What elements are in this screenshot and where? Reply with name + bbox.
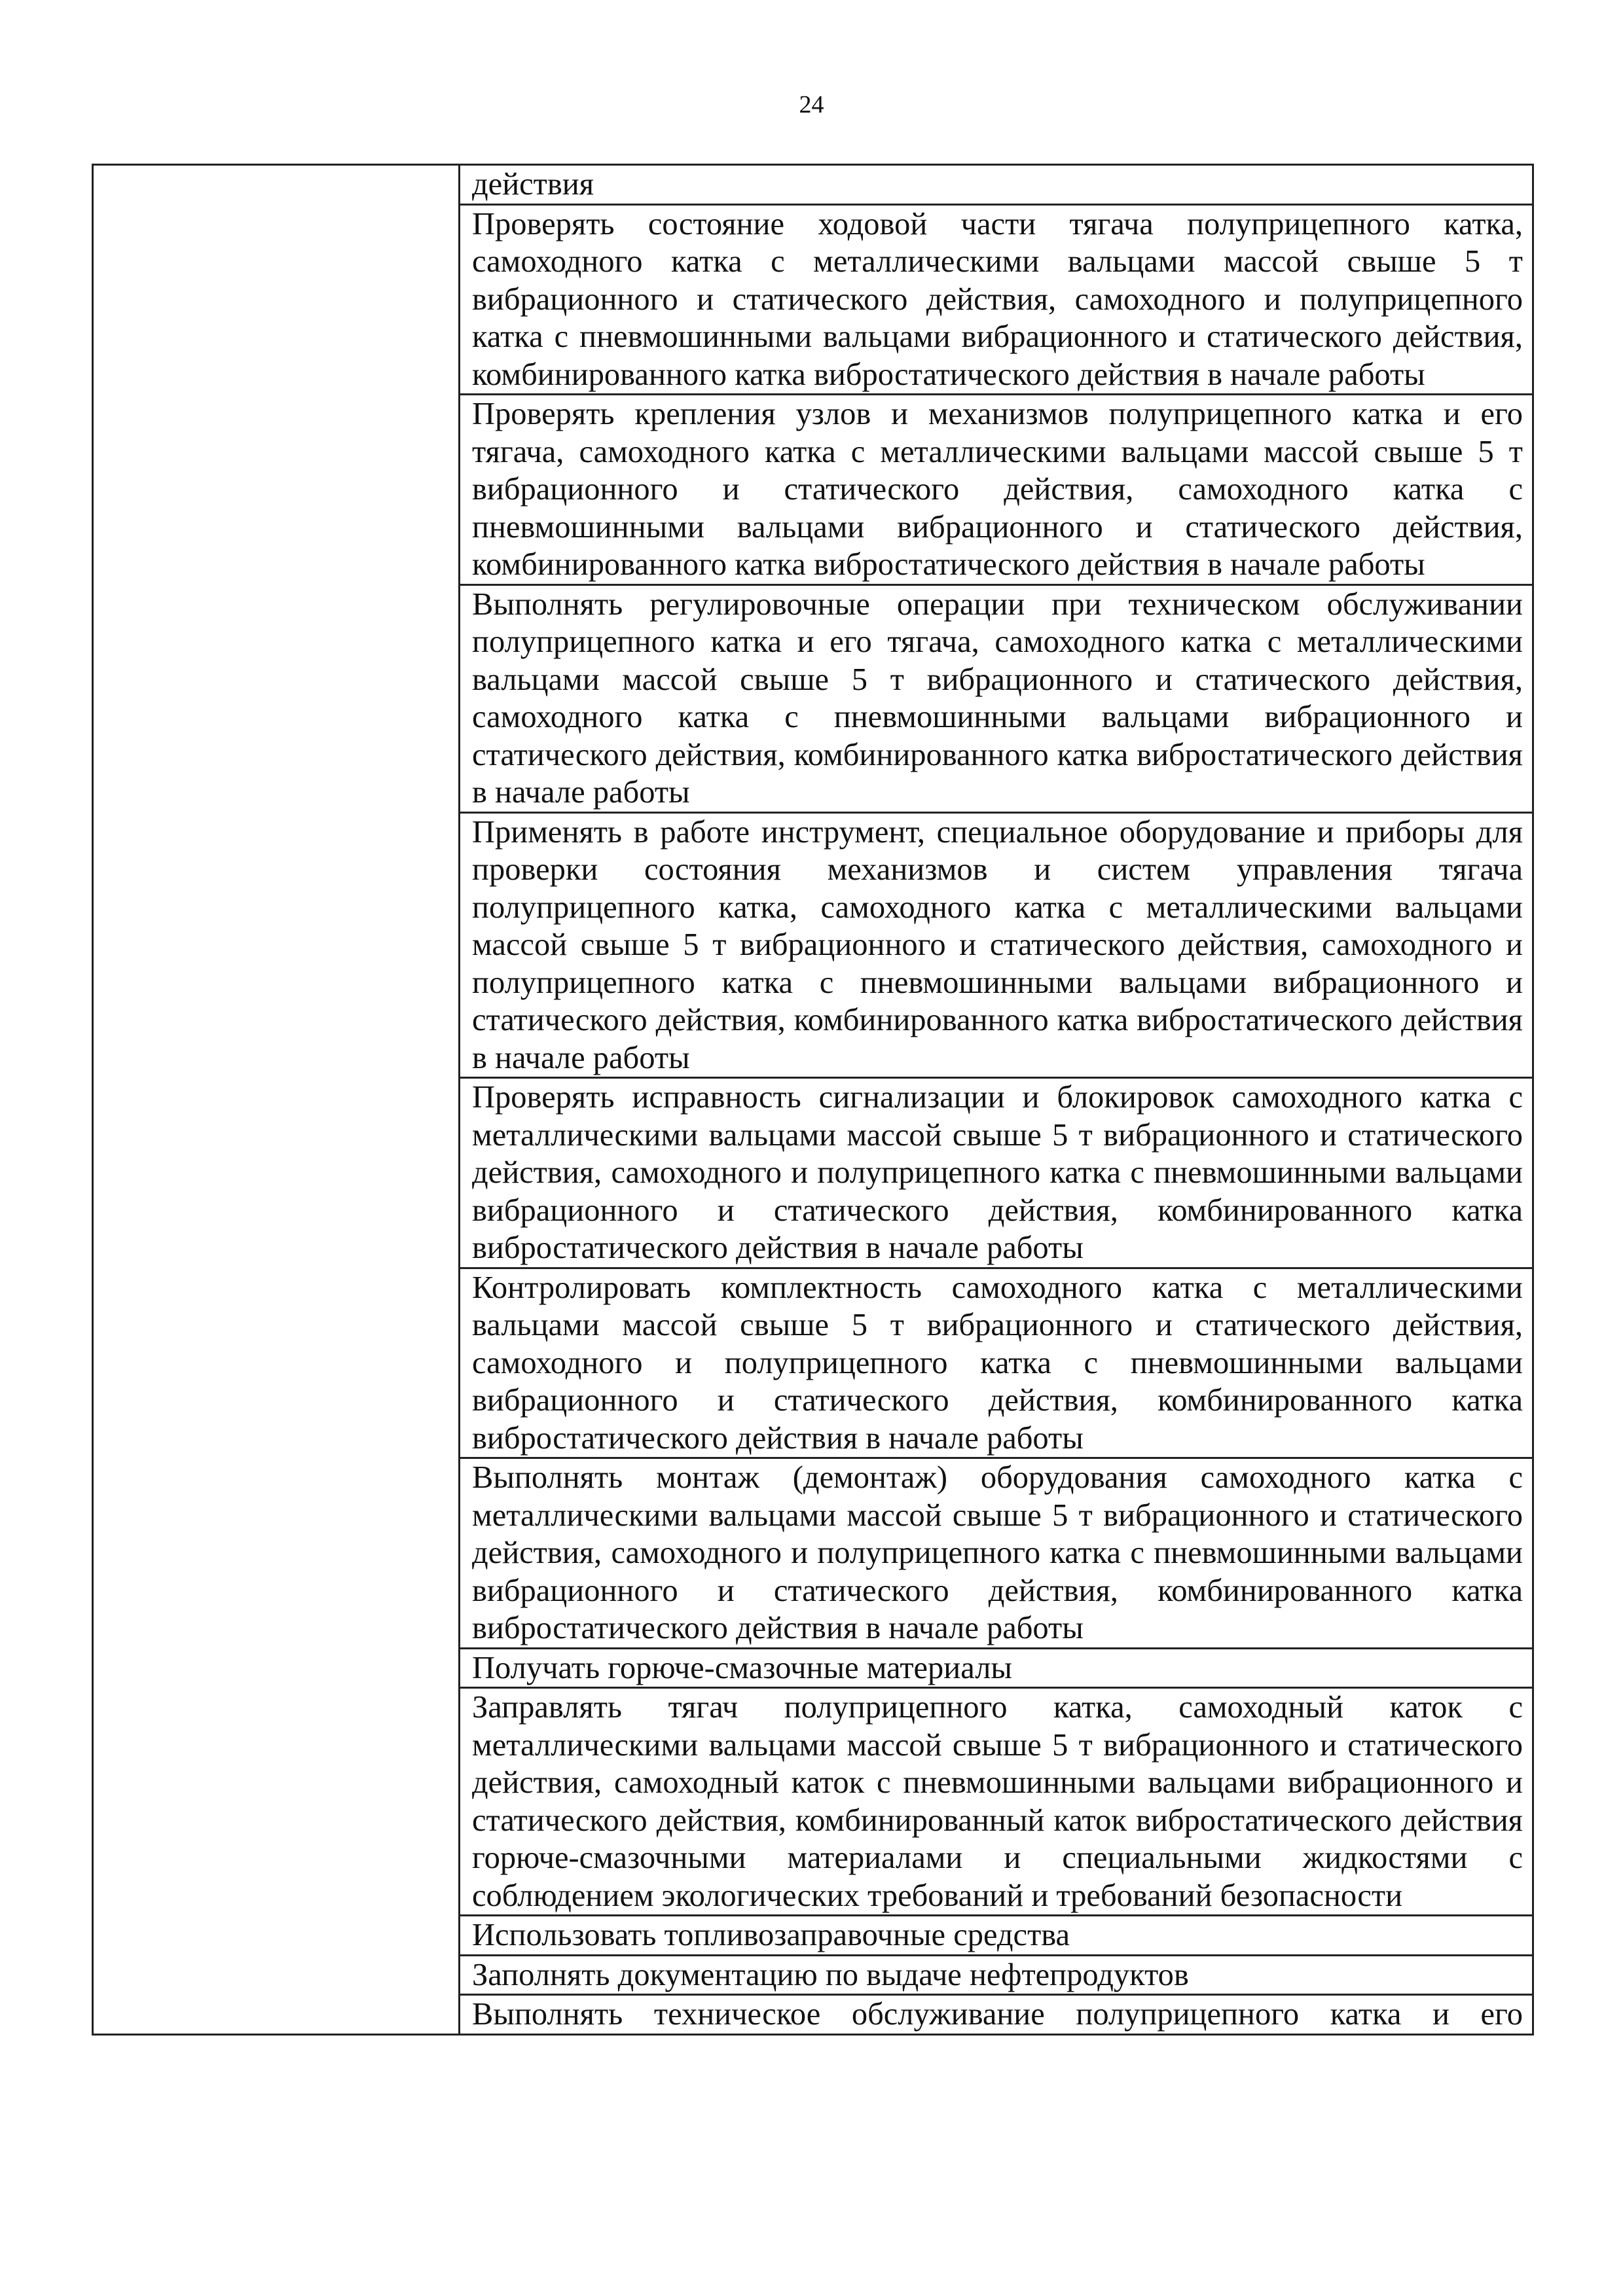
cell-text: Применять в работе инструмент, специальное оборудование и приборы для проверки состояния механизмов и систем управления тягача полуприцепного катка, самоходного катка с металлическими вальцами массой свыше 5 т вибрационного и статического действия, самоходного и полуприцепного катка с пневмошинными вальцами вибрационного и статического действия, комбинированного катка вибростатического действия в начале работы [472, 814, 1523, 1075]
table-cell [460, 1458, 1533, 1649]
table-cell [460, 1916, 1533, 1956]
table-cell [460, 1078, 1533, 1268]
table-cell [460, 1268, 1533, 1458]
cell-text: Выполнять техническое обслуживание полуприцепного катка и его [472, 1997, 1523, 2032]
cell-text: действия [472, 167, 594, 202]
cell-text: Проверять состояние ходовой части тягача полуприцепного катка, самоходного катка с металлическими вальцами массой свыше 5 т вибрационного и статического действия, самоходного и полуприцепного катка с пневмошинными вальцами вибрационного и статического действия, комбинированного катка вибростатического действия в начале работы [472, 206, 1523, 392]
table-cell [460, 1995, 1533, 2035]
table-cell [460, 165, 1533, 205]
table-cell [460, 1688, 1533, 1916]
table-cell [460, 812, 1533, 1078]
cell-text: Проверять исправность сигнализации и блокировок самоходного катка с металлическими вальцами массой свыше 5 т вибрационного и статического действия, самоходного и полуприцепного катка с пневмошинными вальцами вибрационного и статического действия, комбинированного катка вибростатического действия в начале работы [472, 1080, 1523, 1265]
table-cell [460, 395, 1533, 585]
left-column-cell [93, 165, 460, 2035]
table-cell [460, 204, 1533, 395]
cell-text: Проверять крепления узлов и механизмов полуприцепного катка и его тягача, самоходного катка с металлическими вальцами массой свыше 5 т вибрационного и статического действия, самоходного катка с пневмошинными вальцами вибрационного и статического действия, комбинированного катка вибростатического действия в начале работы [472, 397, 1523, 582]
cell-text: Заправлять тягач полуприцепного катка, самоходный каток с металлическими вальцами массой свыше 5 т вибрационного и статического действия, самоходный каток с пневмошинными вальцами вибрационного и статического действия, комбинированный каток вибростатического действия горюче-смазочными материалами и специальными жидкостями с соблюдением экологических требований и требований безопасности [472, 1690, 1523, 1913]
cell-text: Получать горюче-смазочные материалы [472, 1650, 1012, 1685]
cell-text: Контролировать комплектность самоходного катка с металлическими вальцами массой свыше 5 т вибрационного и статического действия, самоходного и полуприцепного катка с пневмошинными вальцами вибрационного и статического действия, комбинированного катка вибростатического действия в начале работы [472, 1270, 1523, 1456]
cell-text: Выполнять регулировочные операции при техническом обслуживании полуприцепного катка и его тягача, самоходного катка с металлическими вальцами массой свыше 5 т вибрационного и статического действия, самоходного катка с пневмошинными вальцами вибрационного и статического действия, комбинированного катка вибростатического действия в начале работы [472, 586, 1523, 810]
table-cell [460, 584, 1533, 812]
page-number: 24 [799, 91, 824, 118]
table-cell [460, 1648, 1533, 1688]
table-cell [460, 1955, 1533, 1995]
cell-text: Заполнять документацию по выдаче нефтепродуктов [472, 1957, 1189, 1992]
cell-text: Выполнять монтаж (демонтаж) оборудования самоходного катка с металлическими вальцами массой свыше 5 т вибрационного и статического действия, самоходного и полуприцепного катка с пневмошинными вальцами вибрационного и статического действия, комбинированного катка вибростатического действия в начале работы [472, 1460, 1523, 1645]
table-row [93, 165, 1533, 205]
cell-text: Использовать топливозаправочные средства [472, 1918, 1070, 1952]
skills-table [92, 164, 1534, 2036]
